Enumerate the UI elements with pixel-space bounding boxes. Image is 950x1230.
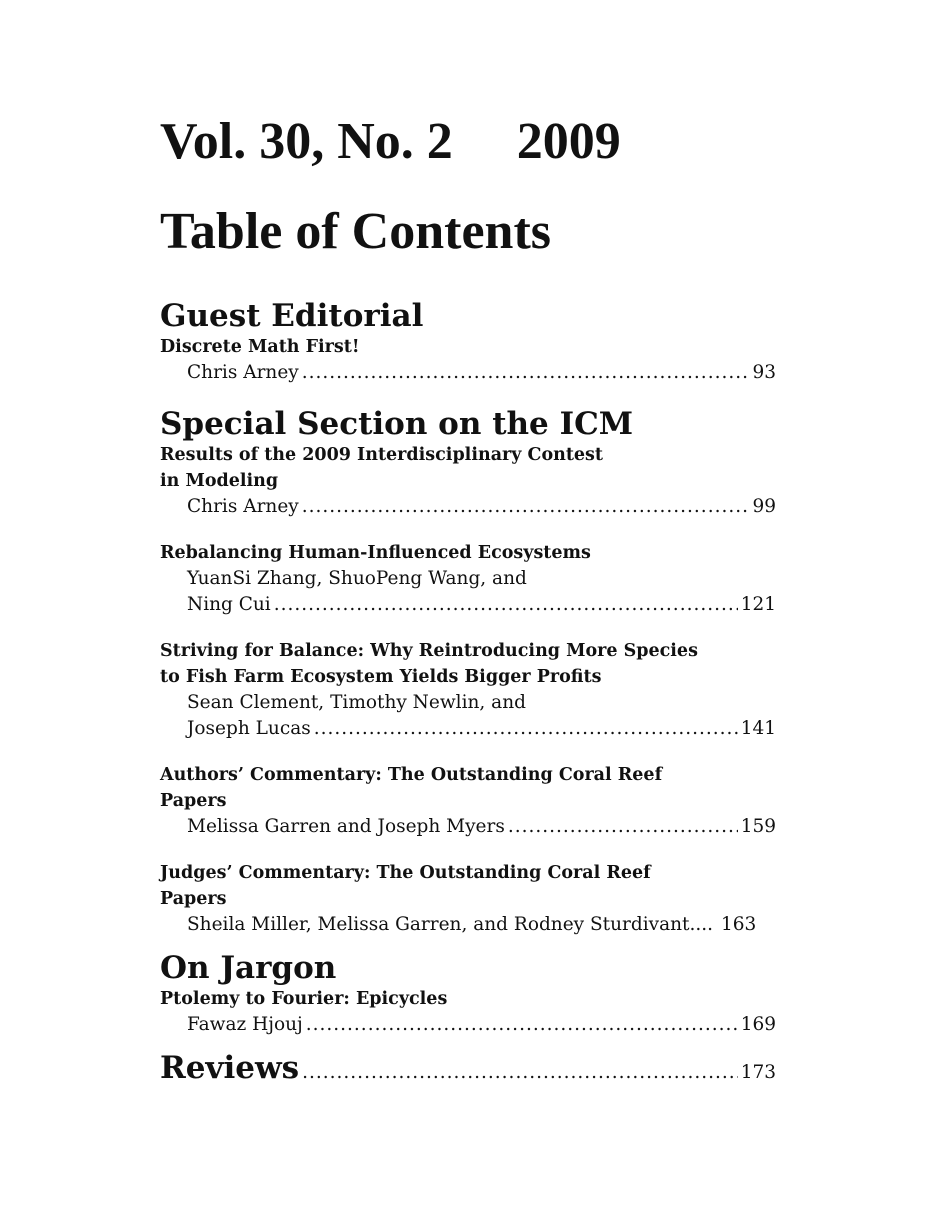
page-title: Table of Contents: [160, 203, 552, 260]
entry-title-line: Papers: [160, 791, 227, 811]
dot-leader: [508, 814, 738, 840]
entry-title: [160, 638, 776, 690]
entry-author-line: YuanSi Zhang, ShuoPeng Wang, and: [187, 568, 527, 589]
section-on-jargon: [160, 950, 776, 1038]
toc-entry[interactable]: [160, 540, 776, 618]
entry-title-line: Papers: [160, 889, 227, 909]
entry-title-line: Authors’ Commentary: The Outstanding Coral Reef: [160, 765, 663, 785]
entry-title-line: Discrete Math First!: [160, 337, 360, 357]
toc-entry[interactable]: [160, 986, 776, 1038]
entry-title: [160, 762, 776, 814]
entry-author: Chris Arney: [187, 496, 299, 517]
entry-title-line: Ptolemy to Fourier: Epicycles: [160, 989, 448, 1009]
entry-title: [160, 860, 776, 912]
toc-entry[interactable]: [160, 762, 776, 840]
entry-author: Ning Cui: [187, 594, 271, 615]
entry-author-row: [160, 716, 776, 742]
entry-author: Chris Arney: [187, 362, 299, 383]
section-heading: Reviews: [160, 1050, 300, 1086]
section-reviews[interactable]: [160, 1050, 776, 1086]
dot-leader: [274, 592, 738, 618]
section-guest-editorial: [160, 298, 776, 386]
dot-leader: [302, 1062, 738, 1083]
entry-page-number: 169: [740, 1014, 776, 1035]
section-heading: Special Section on the ICM: [160, 406, 634, 442]
entry-author-row: [160, 494, 776, 520]
entry-title-line: Judges’ Commentary: The Outstanding Coral Reef: [160, 863, 651, 883]
volume-year: 2009: [516, 113, 621, 170]
entry-author-row: [160, 592, 776, 618]
volume-header: [160, 112, 776, 172]
entry-title: [160, 442, 776, 494]
section-special-icm: [160, 406, 776, 938]
toc-entry[interactable]: [160, 334, 776, 386]
entry-title-line: Results of the 2009 Interdisciplinary Contest: [160, 445, 603, 465]
entry-page-number: 159: [740, 816, 776, 837]
toc-entry[interactable]: [160, 860, 776, 938]
dot-leader: [306, 1012, 738, 1038]
entry-page-number: 99: [752, 496, 776, 517]
entry-page-number: 141: [740, 718, 776, 739]
entry-title-line: in Modeling: [160, 471, 279, 491]
entry-author: Sheila Miller, Melissa Garren, and Rodney Sturdivant....: [187, 914, 713, 935]
entry-title: [160, 334, 776, 360]
entry-page-number: 121: [740, 594, 776, 615]
entry-title-line: Rebalancing Human-Influenced Ecosystems: [160, 543, 591, 563]
entry-page-number: 93: [752, 362, 776, 383]
entry-author-line: Sean Clement, Timothy Newlin, and: [187, 692, 526, 713]
dot-leader: [302, 360, 750, 386]
toc-entry[interactable]: [160, 442, 776, 520]
volume-number: Vol. 30, No. 2: [160, 113, 453, 170]
entry-author: Joseph Lucas: [187, 718, 311, 739]
entry-author: Melissa Garren and Joseph Myers: [187, 816, 505, 837]
entry-author-row: [160, 360, 776, 386]
entry-author-row: [160, 1012, 776, 1038]
toc-page: [160, 112, 776, 1086]
entry-page-number: 163: [721, 914, 757, 935]
entry-author-row: [160, 912, 776, 938]
toc-entry[interactable]: [160, 638, 776, 742]
entry-author: Fawaz Hjouj: [187, 1014, 303, 1035]
section-heading: Guest Editorial: [160, 298, 424, 334]
entry-page-number: 173: [740, 1062, 776, 1083]
dot-leader: [314, 716, 738, 742]
dot-leader: [302, 494, 750, 520]
entry-title: [160, 986, 776, 1012]
entry-title-line: to Fish Farm Ecosystem Yields Bigger Profits: [160, 667, 602, 687]
entry-author-row: [160, 814, 776, 840]
section-heading: On Jargon: [160, 950, 337, 986]
entry-title: [160, 540, 776, 566]
entry-title-line: Striving for Balance: Why Reintroducing More Species: [160, 641, 698, 661]
